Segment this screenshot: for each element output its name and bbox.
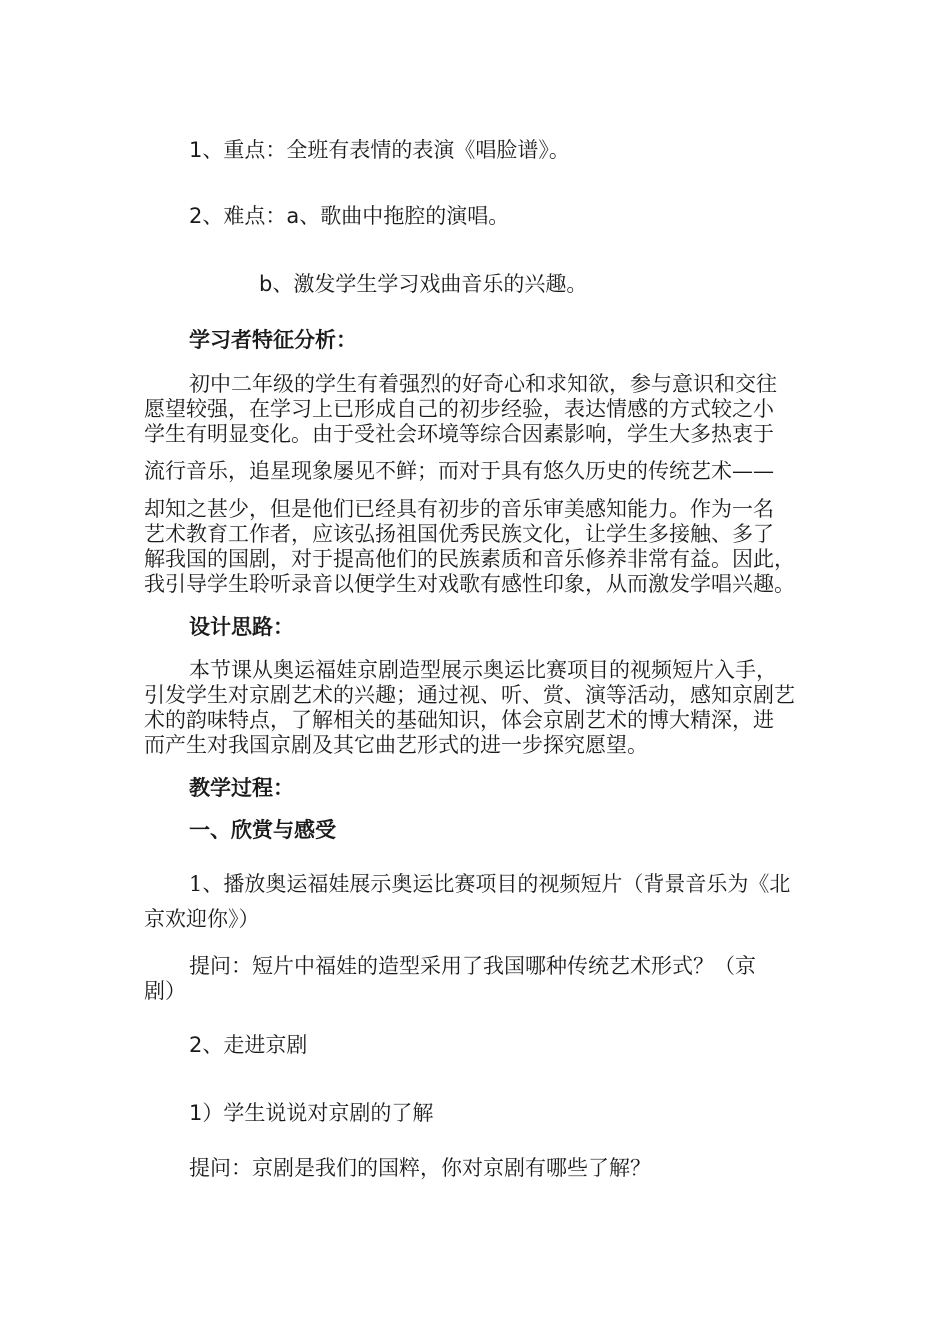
process-heading: 教学过程： xyxy=(189,775,294,800)
focus-point: 1、重点：全班有表情的表演《唱脸谱》。 xyxy=(189,138,570,162)
design-line: 本节课从奥运福娃京剧造型展示奥运比赛项目的视频短片入手， xyxy=(189,658,777,682)
section-appreciation-heading: 一、欣赏与感受 xyxy=(189,817,336,842)
question-1-text: 提问：短片中福娃的造型采用了我国哪种传统艺术形式？（京 xyxy=(189,954,756,978)
learner-analysis-line: 艺术教育工作者，应该弘扬祖国优秀民族文化，让学生多接触、多了 xyxy=(144,522,774,546)
step-1-text: 1、播放奥运福娃展示奥运比赛项目的视频短片（背景音乐为《北 xyxy=(189,872,791,896)
learner-analysis-heading: 学习者特征分析： xyxy=(189,327,357,352)
step-2-1-text: 1）学生说说对京剧的了解 xyxy=(189,1101,434,1125)
learner-analysis-line: 学生有明显变化。由于受社会环境等综合因素影响，学生大多热衷于 xyxy=(144,422,774,446)
difficulty-point-a: 2、难点：a、歌曲中拖腔的演唱。 xyxy=(189,204,510,228)
question-1-text: 剧） xyxy=(144,979,186,1003)
difficulty-point-b: b、激发学生学习戏曲音乐的兴趣。 xyxy=(259,272,588,296)
learner-analysis-line: 初中二年级的学生有着强烈的好奇心和求知欲，参与意识和交往 xyxy=(189,372,777,396)
step-1-text: 京欢迎你》） xyxy=(144,907,260,931)
design-line: 引发学生对京剧艺术的兴趣；通过视、听、赏、演等活动，感知京剧艺 xyxy=(144,683,795,707)
learner-analysis-line: 愿望较强，在学习上已形成自己的初步经验，表达情感的方式较之小 xyxy=(144,397,774,421)
step-2-heading: 2、走进京剧 xyxy=(189,1033,308,1057)
design-line: 而产生对我国京剧及其它曲艺形式的进一步探究愿望。 xyxy=(144,733,648,757)
learner-analysis-line: 我引导学生聆听录音以便学生对戏歌有感性印象，从而激发学唱兴趣。 xyxy=(144,572,795,596)
learner-analysis-line: 流行音乐，追星现象屡见不鲜；而对于具有悠久历史的传统艺术—— xyxy=(144,459,774,483)
design-line: 术的韵味特点，了解相关的基础知识，体会京剧艺术的博大精深，进 xyxy=(144,708,774,732)
learner-analysis-line: 却知之甚少，但是他们已经具有初步的音乐审美感知能力。作为一名 xyxy=(144,497,774,521)
learner-analysis-line: 解我国的国剧，对于提高他们的民族素质和音乐修养非常有益。因此， xyxy=(144,547,795,571)
design-heading: 设计思路： xyxy=(189,614,294,639)
question-2-text: 提问：京剧是我们的国粹，你对京剧有哪些了解？ xyxy=(189,1156,651,1180)
